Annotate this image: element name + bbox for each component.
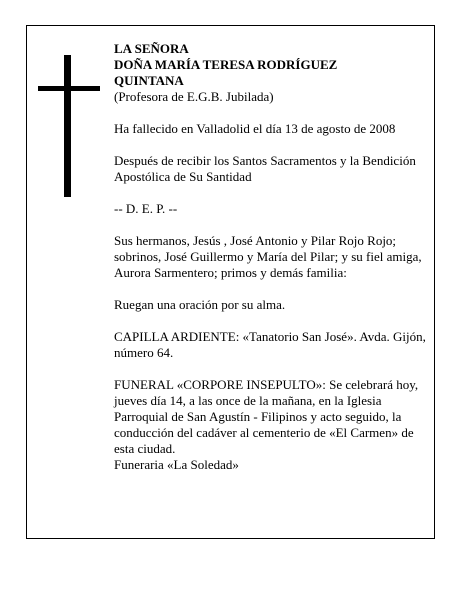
cross-horizontal-bar (38, 86, 100, 91)
notice-text (114, 41, 426, 473)
sacraments-text: Después de recibir los Santos Sacramentos y la Bendición Apostólica de Su Santidad (114, 153, 416, 184)
notice-title-line-3: QUINTANA (114, 73, 184, 88)
funeral-info: FUNERAL «CORPORE INSEPULTO»: Se celebrará hoy, jueves día 14, a las once de la mañana, en la Iglesia Parroquial de San Agustín - Filipinos y acto seguido, la conducción del cadáver al cementerio de «El Carmen» de esta ciudad. (114, 377, 419, 456)
cross-icon (38, 55, 100, 197)
prayer-request: Ruegan una oración por su alma. (114, 297, 286, 312)
cross-vertical-bar (64, 55, 71, 197)
notice-title-line-1: LA SEÑORA (114, 41, 189, 56)
deceased-profession: (Profesora de E.G.B. Jubilada) (114, 89, 274, 104)
death-announcement: Ha fallecido en Valladolid el día 13 de agosto de 2008 (114, 121, 396, 136)
chapel-info: CAPILLA ARDIENTE: «Tanatorio San José». Avda. Gijón, número 64. (114, 329, 426, 360)
funeral-home: Funeraria «La Soledad» (114, 457, 239, 472)
family-list: Sus hermanos, Jesús , José Antonio y Pilar Rojo Rojo; sobrinos, José Guillermo y María del Pilar; y su fiel amiga, Aurora Sarmentero; primos y demás familia: (114, 233, 422, 280)
notice-title-line-2: DOÑA MARÍA TERESA RODRÍGUEZ (114, 57, 338, 72)
rest-in-peace: -- D. E. P. -- (114, 201, 178, 216)
